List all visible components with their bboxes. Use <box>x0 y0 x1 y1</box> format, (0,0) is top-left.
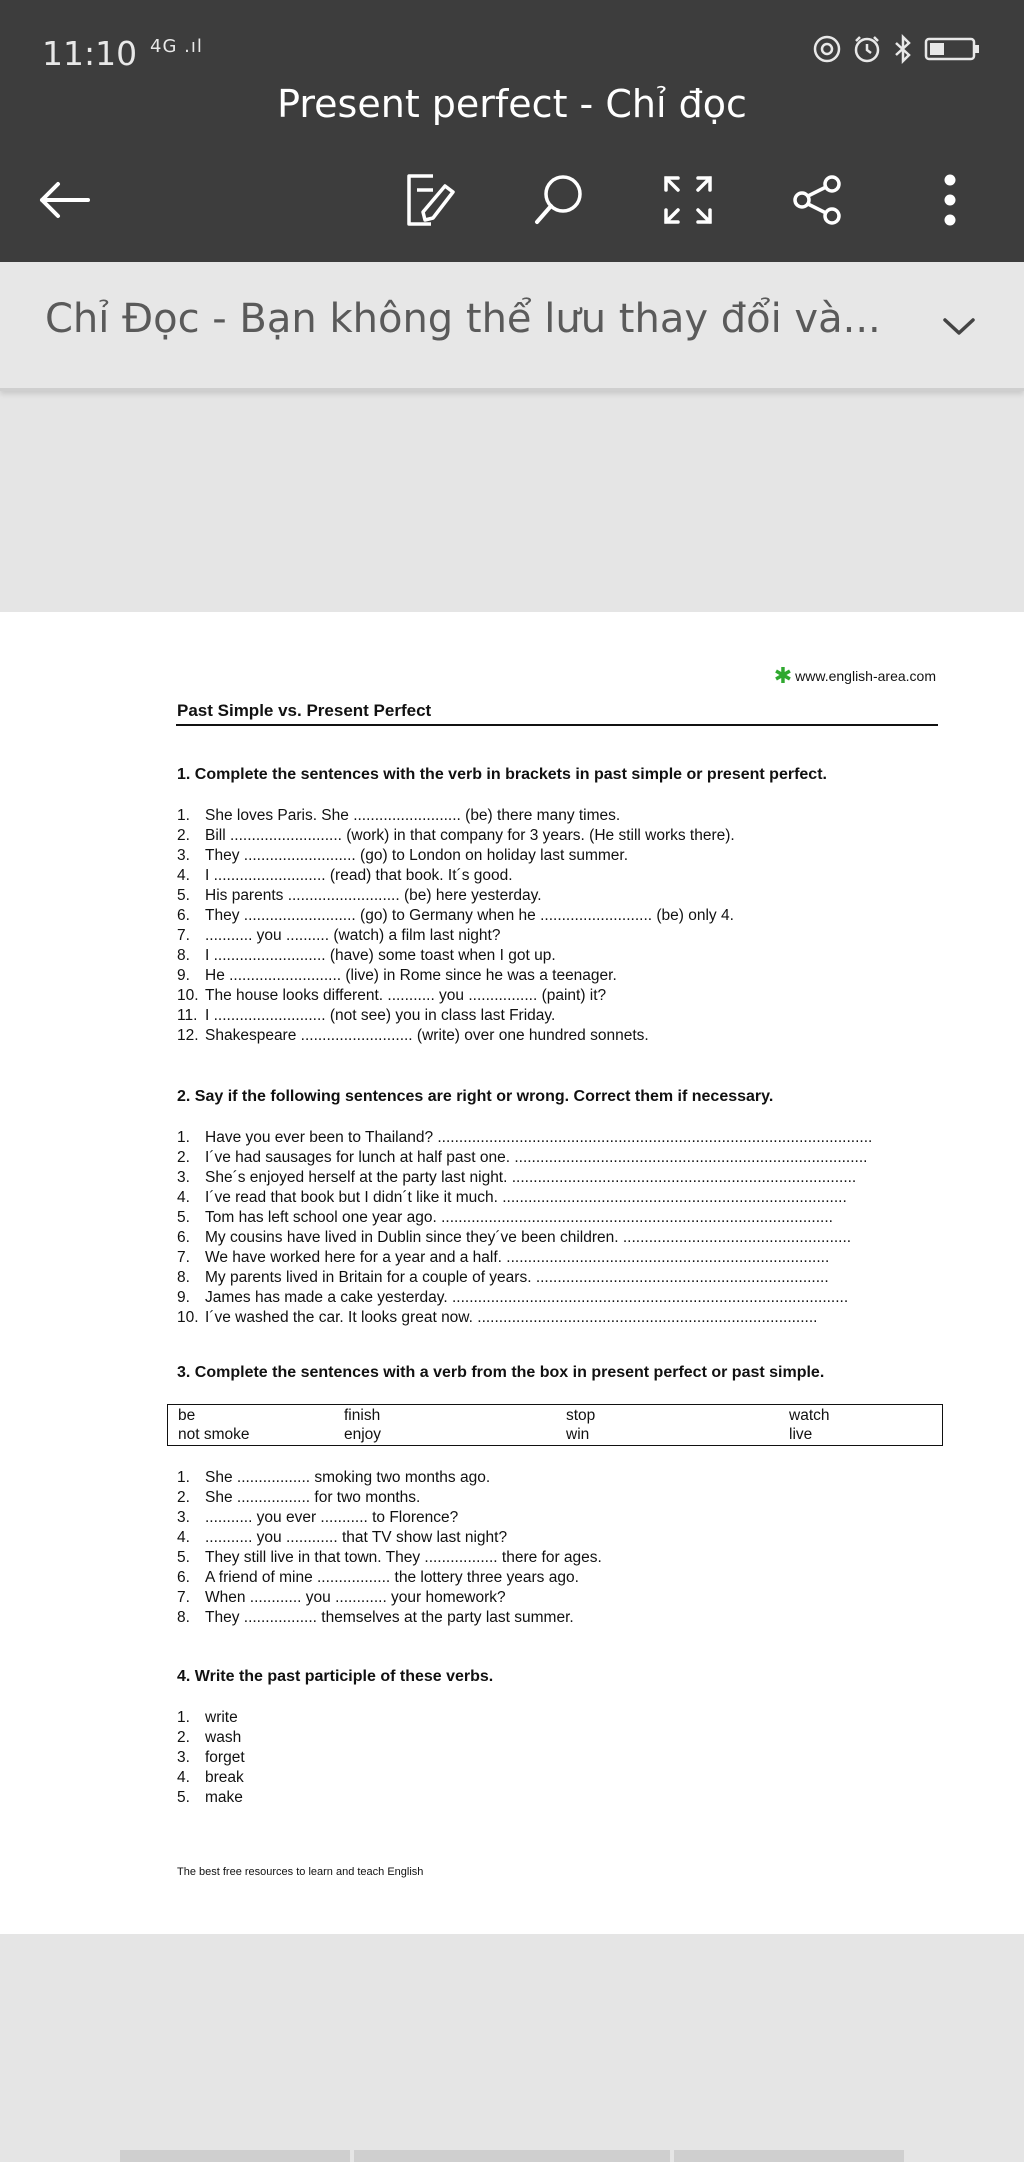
share-icon[interactable] <box>786 168 850 232</box>
list-item <box>177 806 735 826</box>
asterisk-logo-icon: ✱ <box>773 663 793 688</box>
item-text: make <box>205 1789 243 1806</box>
list-item <box>177 1006 735 1026</box>
document-title: Present perfect - Chỉ đọc <box>277 82 747 126</box>
list-item <box>177 1168 872 1188</box>
item-text: The house looks different. ........... you ................ (paint) it? <box>205 987 607 1004</box>
list-item <box>177 926 735 946</box>
alarm-icon <box>852 34 882 64</box>
item-number: 1. <box>177 807 190 824</box>
section-3-list <box>177 1468 602 1628</box>
item-text: I´ve read that book but I didn´t like it much. ................................................................................ <box>205 1189 847 1206</box>
list-item <box>177 886 735 906</box>
network-indicator: 4G .ıl <box>150 36 203 57</box>
item-number: 4. <box>177 867 190 884</box>
item-number: 8. <box>177 947 190 964</box>
item-text: They ................. themselves at the party last summer. <box>205 1609 574 1626</box>
section-1-heading: 1. Complete the sentences with the verb in brackets in past simple or present perfect. <box>177 766 827 783</box>
item-number: 3. <box>177 847 190 864</box>
item-number: 5. <box>177 1209 190 1226</box>
item-number: 5. <box>177 1549 190 1566</box>
item-text: ........... you .......... (watch) a film last night? <box>205 927 501 944</box>
item-text: He .......................... (live) in Rome since he was a teenager. <box>205 967 617 984</box>
page-scrollbar[interactable] <box>354 2150 670 2162</box>
list-item <box>177 906 735 926</box>
item-number: 4. <box>177 1529 190 1546</box>
status-icons <box>812 34 982 64</box>
list-item <box>177 1308 872 1328</box>
box-word: watch <box>789 1407 830 1424</box>
item-number: 3. <box>177 1169 190 1186</box>
list-item <box>177 1208 872 1228</box>
item-number: 9. <box>177 1289 190 1306</box>
item-number: 4. <box>177 1769 190 1786</box>
item-number: 10. <box>177 1309 199 1326</box>
item-number: 6. <box>177 1569 190 1586</box>
item-text: We have worked here for a year and a half. ........................................................................... <box>205 1249 830 1266</box>
app-bar <box>0 0 1024 262</box>
item-text: wash <box>205 1729 242 1746</box>
item-number: 2. <box>177 1149 190 1166</box>
item-number: 12. <box>177 1027 199 1044</box>
item-text: They still live in that town. They ................. there for ages. <box>205 1549 602 1566</box>
item-text: She ................. for two months. <box>205 1489 421 1506</box>
worksheet-title: Past Simple vs. Present Perfect <box>177 701 432 720</box>
edit-icon[interactable] <box>398 168 462 232</box>
section-4-heading: 4. Write the past participle of these verbs. <box>177 1668 494 1685</box>
list-item <box>177 1568 602 1588</box>
item-text: Shakespeare .......................... (write) over one hundred sonnets. <box>205 1027 649 1044</box>
item-number: 8. <box>177 1269 190 1286</box>
item-text: I .......................... (not see) you in class last Friday. <box>205 1007 556 1024</box>
item-number: 9. <box>177 967 190 984</box>
box-word: live <box>789 1426 813 1443</box>
box-word: finish <box>344 1407 381 1424</box>
list-item <box>177 866 735 886</box>
item-text: A friend of mine ................. the lottery three years ago. <box>205 1569 579 1586</box>
item-text: Have you ever been to Thailand? ..................................................................................................... <box>205 1129 873 1146</box>
list-item <box>177 986 735 1006</box>
list-item <box>177 1248 872 1268</box>
verb-box <box>167 1404 943 1446</box>
list-item <box>177 1188 872 1208</box>
item-text: ........... you ever ........... to Florence? <box>205 1509 459 1526</box>
item-number: 1. <box>177 1709 190 1726</box>
item-text: Bill .......................... (work) in that company for 3 years. (He still works there). <box>205 827 735 844</box>
item-text: I .......................... (read) that book. It´s good. <box>205 867 513 884</box>
list-item <box>177 1268 872 1288</box>
item-number: 2. <box>177 1729 190 1746</box>
section-1-list <box>177 806 735 1046</box>
chevron-down-icon[interactable] <box>934 302 984 352</box>
item-text: I´ve had sausages for lunch at half past one. .................................................................................. <box>205 1149 868 1166</box>
section-4-list <box>177 1708 245 1808</box>
at-sign-icon <box>812 34 842 64</box>
item-text: Tom has left school one year ago. ........................................................................................... <box>205 1209 833 1226</box>
item-number: 7. <box>177 1249 190 1266</box>
list-item <box>177 1468 602 1488</box>
list-item <box>177 1148 872 1168</box>
item-text: James has made a cake yesterday. ............................................................................................ <box>205 1289 849 1306</box>
item-number: 7. <box>177 1589 190 1606</box>
list-item <box>177 1728 245 1748</box>
item-text: ........... you ............ that TV show last night? <box>205 1529 508 1546</box>
battery-icon <box>924 34 982 64</box>
list-item <box>177 1228 872 1248</box>
list-item <box>177 846 735 866</box>
item-number: 3. <box>177 1509 190 1526</box>
list-item <box>177 1608 602 1628</box>
list-item <box>177 1588 602 1608</box>
more-icon[interactable] <box>918 168 982 232</box>
item-number: 5. <box>177 887 190 904</box>
status-time: 11:10 <box>42 34 138 73</box>
search-icon[interactable] <box>527 168 591 232</box>
box-word: enjoy <box>344 1426 382 1443</box>
item-number: 1. <box>177 1129 190 1146</box>
read-only-banner[interactable] <box>0 262 1024 391</box>
section-2-list <box>177 1128 872 1328</box>
item-text: I .......................... (have) some toast when I got up. <box>205 947 556 964</box>
item-number: 4. <box>177 1189 190 1206</box>
item-text: break <box>205 1769 244 1786</box>
list-item <box>177 1768 245 1788</box>
item-text: write <box>205 1709 238 1726</box>
item-number: 3. <box>177 1749 190 1766</box>
list-item <box>177 1708 245 1728</box>
item-number: 7. <box>177 927 190 944</box>
section-2-heading: 2. Say if the following sentences are right or wrong. Correct them if necessary. <box>177 1088 774 1105</box>
item-number: 5. <box>177 1789 190 1806</box>
item-number: 2. <box>177 1489 190 1506</box>
item-text: She´s enjoyed herself at the party last night. ................................................................................ <box>205 1169 857 1186</box>
list-item <box>177 1508 602 1528</box>
item-text: forget <box>205 1749 245 1766</box>
item-number: 8. <box>177 1609 190 1626</box>
back-arrow-icon[interactable] <box>32 168 96 232</box>
list-item <box>177 1548 602 1568</box>
list-item <box>177 1288 872 1308</box>
item-text: My parents lived in Britain for a couple of years. .................................................................... <box>205 1269 829 1286</box>
item-text: His parents .......................... (be) here yesterday. <box>205 887 542 904</box>
item-number: 6. <box>177 907 190 924</box>
site-url: www.english-area.com <box>795 668 936 684</box>
item-number: 2. <box>177 827 190 844</box>
footer-note: The best free resources to learn and teach English <box>177 1866 424 1878</box>
page-scrollbar[interactable] <box>674 2150 904 2162</box>
title-divider <box>176 724 938 726</box>
item-text: They .......................... (go) to Germany when he .......................... (be) only 4. <box>205 907 734 924</box>
list-item <box>177 1788 245 1808</box>
item-text: My cousins have lived in Dublin since they´ve been children. ..................................................... <box>205 1229 852 1246</box>
site-watermark <box>773 663 936 688</box>
item-number: 11. <box>177 1007 198 1024</box>
item-number: 6. <box>177 1229 190 1246</box>
list-item <box>177 1026 735 1046</box>
document-page[interactable] <box>0 612 1024 1934</box>
box-word: win <box>566 1426 590 1443</box>
item-number: 1. <box>177 1469 190 1486</box>
box-word: be <box>178 1407 196 1424</box>
item-text: I´ve washed the car. It looks great now. ............................................................................... <box>205 1309 818 1326</box>
list-item <box>177 1488 602 1508</box>
section-3-heading: 3. Complete the sentences with a verb from the box in present perfect or past simple. <box>177 1364 825 1381</box>
item-text: She ................. smoking two months ago. <box>205 1469 491 1486</box>
list-item <box>177 946 735 966</box>
item-text: She loves Paris. She ......................... (be) there many times. <box>205 807 621 824</box>
bluetooth-icon <box>892 34 914 64</box>
list-item <box>177 966 735 986</box>
fullscreen-icon[interactable] <box>656 168 720 232</box>
list-item <box>177 1748 245 1768</box>
read-only-message: Chỉ Đọc - Bạn không thể lưu thay đổi và... <box>45 296 881 342</box>
item-number: 10. <box>177 987 199 1004</box>
box-word: not smoke <box>178 1426 250 1443</box>
item-text: They .......................... (go) to London on holiday last summer. <box>205 847 628 864</box>
box-word: stop <box>566 1407 596 1424</box>
item-text: When ............ you ............ your homework? <box>205 1589 506 1606</box>
list-item <box>177 1128 872 1148</box>
page-scrollbar[interactable] <box>120 2150 350 2162</box>
list-item <box>177 826 735 846</box>
list-item <box>177 1528 602 1548</box>
